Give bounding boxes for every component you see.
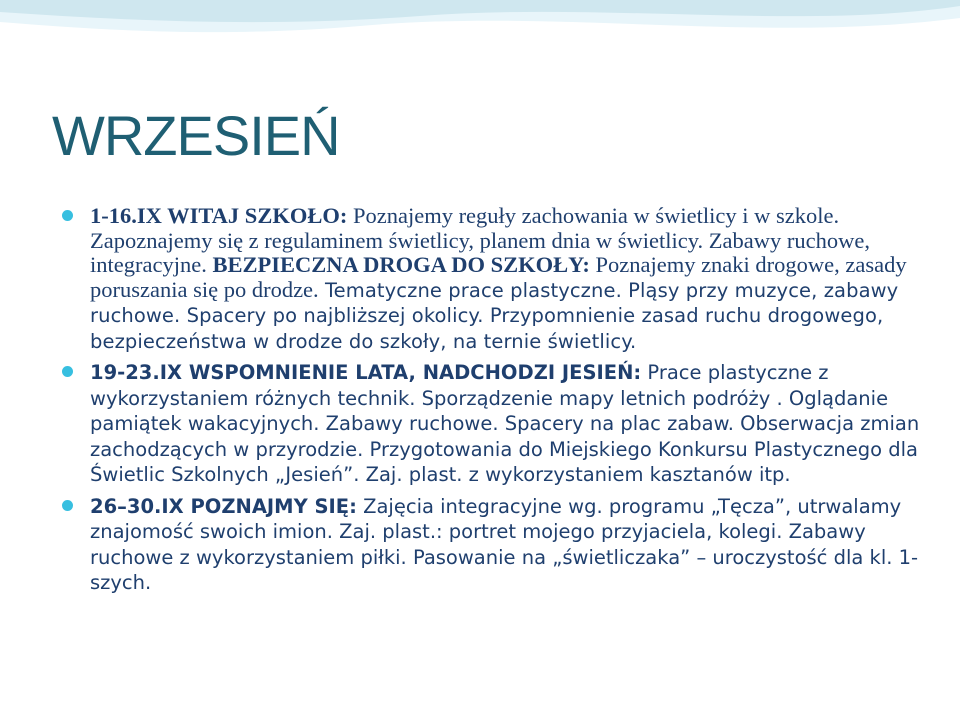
item-2-content (90, 361, 919, 486)
slide-title: WRZESIEŃ (52, 104, 340, 167)
item-2-heading: 19-23.IX WSPOMNIENIE LATA, NADCHODZI JESIEŃ: (90, 361, 642, 384)
bullet-dot-icon (62, 500, 73, 511)
item-1-heading: 1-16.IX WITAJ SZKOŁO: (90, 203, 348, 228)
item-1-text-continued: Poznajemy znaki drogowe, zasady poruszania się po drodze. (90, 252, 907, 302)
item-1-subheading: BEZPIECZNA DROGA DO SZKOŁY: (212, 252, 590, 277)
item-1-text: Poznajemy reguły zachowania w świetlicy i w szkole. Zapoznajemy się z regulaminem świetlicy, planem dnia w świetlicy. Zabawy ruchowe, integracyjne. (90, 203, 870, 277)
item-3-heading: 26–30.IX POZNAJMY SIĘ: (90, 494, 357, 518)
item-3-text: Zajęcia integracyjne wg. programu „Tęcza”, utrwalamy znajomość swoich imion. Zaj. plast.: portret mojego przyjaciela, kolegi. Zabawy ruchowe z wykorzystaniem piłki. Pasowanie na „świetliczaka” – uroczystość dla kl. 1-szych. (90, 494, 919, 594)
list-item (62, 204, 922, 354)
list-item (62, 360, 922, 488)
item-2-text: Prace plastyczne z wykorzystaniem różnych technik. Sporządzenie mapy letnich podróży . Oglądanie pamiątek wakacyjnych. Zabawy ruchowe. Spacery na plac zabaw. Obserwacja zmian zachodzących w przyrodzie. Przygotowania do Miejskiego Konkursu Plastycznego dla Świetlic Szkolnych „Jesień”. Zaj. plast. z wykorzystaniem kasztanów itp. (90, 361, 920, 486)
bullet-dot-icon (62, 366, 73, 377)
list-item (62, 494, 922, 596)
decorative-waves (0, 0, 960, 60)
item-1-text-sans: Tematyczne prace plastyczne. Pląsy przy muzyce, zabawy ruchowe. Spacery po najbliższej okolicy. Przypomnienie zasad ruchu drogowego, bezpieczeństwa w drodze do szkoły, na ternie świetlicy. (90, 278, 899, 353)
bullet-dot-icon (62, 210, 73, 221)
item-3-content (90, 495, 918, 595)
bullet-list (62, 204, 922, 596)
